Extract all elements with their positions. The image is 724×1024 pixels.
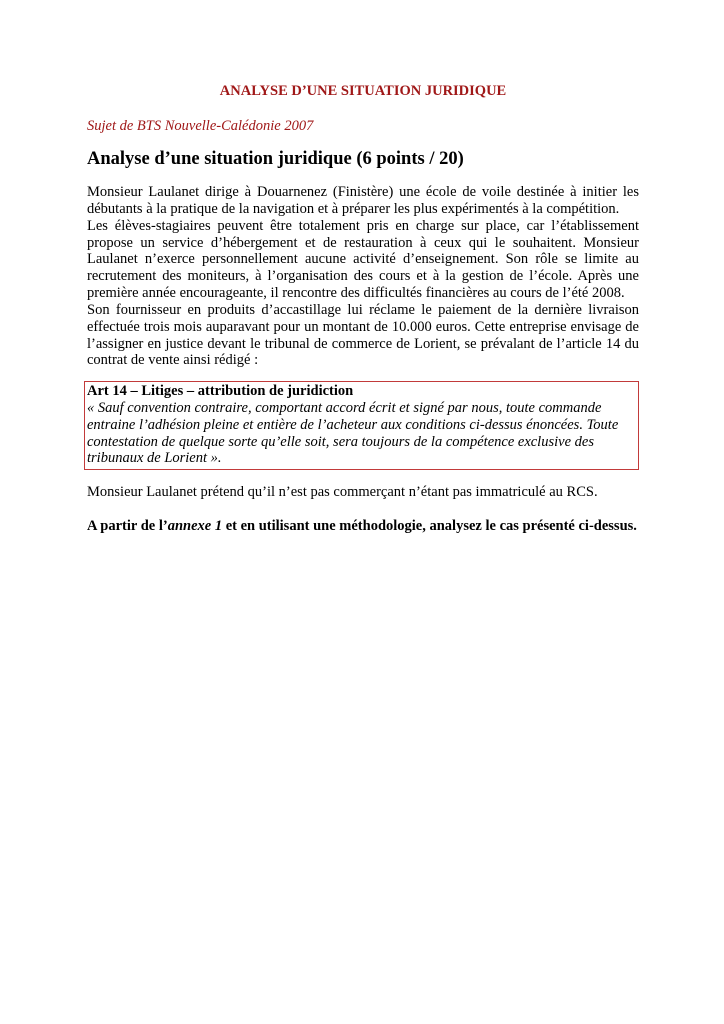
question-prefix: A partir de l’ (87, 518, 168, 535)
claim-statement: Monsieur Laulanet prétend qu’il n’est pas commerçant n’étant pas immatriculé au RCS. (87, 484, 598, 501)
question-emphasis: annexe 1 (167, 518, 223, 535)
exam-question (87, 518, 639, 535)
section-heading: Analyse d’une situation juridique (6 points / 20) (87, 149, 464, 169)
exam-subject: Sujet de BTS Nouvelle-Calédonie 2007 (87, 118, 314, 134)
article-quote-box (84, 381, 639, 470)
paragraph-3: Son fournisseur en produits d’accastillage lui réclame le paiement de la dernière livraison effectuée trois mois auparavant pour un montant de 10.000 euros. Cette entreprise envisage de l’assigner en justice devant le tribunal de commerce de Lorient, se prévalant de l’article 14 du contrat de vente ainsi rédigé : (87, 301, 639, 369)
case-description (87, 184, 639, 369)
paragraph-2: Les élèves-stagiaires peuvent être totalement pris en charge sur place, car l’établissement propose un service d’hébergement et de restauration à ceux qui le souhaitent. Monsieur Laulanet n’exerce personnellement aucune activité d’enseignement. Son rôle se limite au recrutement des moniteurs, à l’organisation des cours et à la gestion de l’école. Après une première année encourageante, il rencontre des difficultés financières au cours de l’été 2008. (87, 217, 639, 302)
article-text: « Sauf convention contraire, comportant accord écrit et signé par nous, toute commande entraine l’adhésion pleine et entière de l’acheteur aux conditions ci-dessus énoncées. Toute contestation de quelque sorte qu’elle soit, sera toujours de la compétence exclusive des tribunaux de Lorient ». (87, 400, 619, 467)
document-page (87, 82, 639, 535)
document-title: ANALYSE D’UNE SITUATION JURIDIQUE (219, 83, 507, 99)
paragraph-1: Monsieur Laulanet dirige à Douarnenez (Finistère) une école de voile destinée à initier les débutants à la pratique de la navigation et à préparer les plus expérimentés à la compétition. (87, 184, 639, 217)
article-title: Art 14 – Litiges – attribution de juridiction (87, 383, 354, 400)
question-suffix: et en utilisant une méthodologie, analysez le cas présenté ci-dessus. (222, 518, 637, 535)
